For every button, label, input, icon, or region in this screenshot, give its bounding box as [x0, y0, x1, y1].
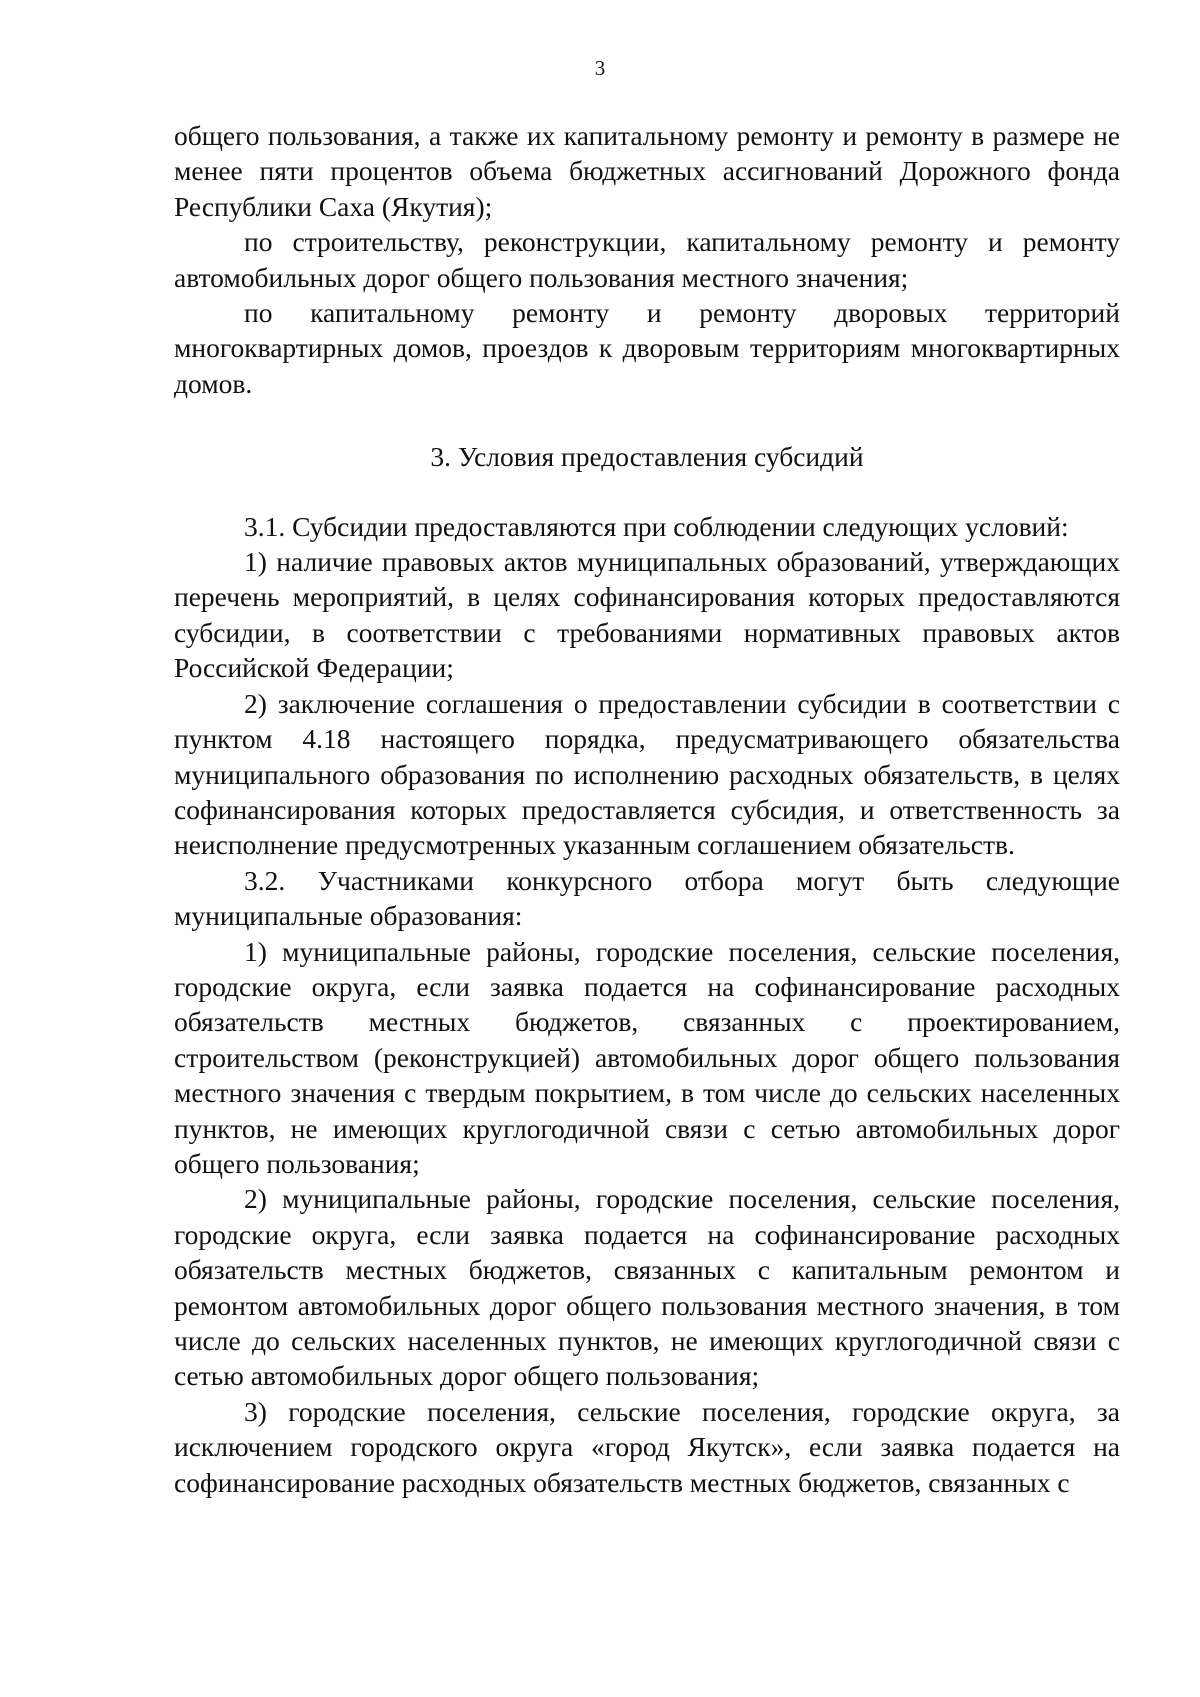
paragraph-courtyards-repair: по капитальному ремонту и ремонту дворовых территорий многоквартирных домов, проездов к дворовым территориям многоквартирных домов.	[174, 297, 1120, 399]
paragraph-3-2-item-2: 2) муниципальные районы, городские поселения, сельские поселения, городские округа, если заявка подается на софинансирование расходных обязательств местных бюджетов, связанных с капитальным ремонтом и ремонтом автомобильных дорог общего пользования местного значения, в том числе до сельских населенных пунктов, не имеющих круглогодичной связи с сетью автомобильных дорог общего пользования;	[174, 1183, 1120, 1392]
page-number: 3	[594, 56, 606, 80]
paragraph-3-1-item-1: 1) наличие правовых актов муниципальных образований, утверждающих перечень мероприятий, в целях софинансирования которых предоставляются субсидии, в соответствии с требованиями нормативных правовых актов Российской Федерации;	[174, 546, 1120, 684]
paragraph-3-2-item-3: 3) городские поселения, сельские поселения, городские округа, за исключением городского округа «город Якутск», если заявка подается на софинансирование расходных обязательств местных бюджетов, связанных с	[174, 1395, 1120, 1498]
paragraph-3-2-item-1: 1) муниципальные районы, городские поселения, сельские поселения, городские округа, если заявка подается на софинансирование расходных обязательств местных бюджетов, связанных с проектированием, строительством (реконструкцией) автомобильных дорог общего пользования местного значения с твердым покрытием, в том числе до сельских населенных пунктов, не имеющих круглогодичной связи с сетью автомобильных дорог общего пользования;	[174, 935, 1120, 1179]
paragraph-3-2: 3.2. Участниками конкурсного отбора могут быть следующие муниципальные образования:	[174, 864, 1120, 932]
section-heading: 3. Условия предоставления субсидий	[430, 441, 864, 473]
paragraph-roads-construction: по строительству, реконструкции, капитальному ремонту и ремонту автомобильных дорог общего пользования местного значения;	[174, 226, 1120, 293]
paragraph-continuation: общего пользования, а также их капитальному ремонту и ремонту в размере не менее пяти процентов объема бюджетных ассигнований Дорожного фонда Республики Саха (Якутия);	[174, 120, 1120, 222]
document-body	[174, 118, 1120, 1500]
paragraph-3-1-item-2: 2) заключение соглашения о предоставлении субсидии в соответствии с пунктом 4.18 настоящего порядка, предусматривающего обязательства муниципального образования по исполнению расходных обязательств, в целях софинансирования которых предоставляется субсидия, и ответственность за неисполнение предусмотренных указанным соглашением обязательств.	[174, 687, 1120, 861]
paragraph-3-1: 3.1. Субсидии предоставляются при соблюдении следующих условий:	[244, 510, 1069, 542]
